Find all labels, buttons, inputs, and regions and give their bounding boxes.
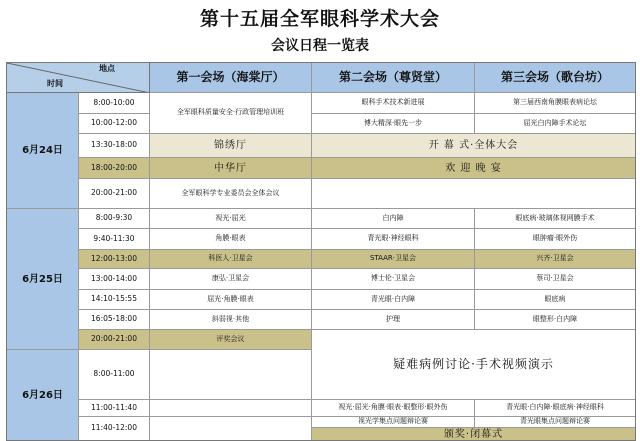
session-cell: 博大精深·眼先一步 [312, 114, 475, 134]
session-cell: 青光眼·白内障 [312, 290, 475, 310]
date-cell: 6月24日 [7, 93, 79, 209]
venue-header-2: 第二会场（尊贤堂） [312, 63, 475, 93]
time-cell: 20:00-21:00 [79, 179, 150, 209]
corner-time-label: 时间 [47, 79, 63, 88]
time-cell: 13:00-14:00 [79, 269, 150, 290]
session-cell: 颁奖·闭幕式 [312, 428, 635, 440]
session-cell: 眼科手术技术新进展 [312, 93, 475, 114]
empty-cell [150, 417, 312, 440]
time-cell: 9:40-11:30 [79, 229, 150, 250]
session-cell: 评奖会议 [150, 330, 312, 350]
session-cell: 眼肿瘤·眼外伤 [475, 229, 635, 250]
time-cell: 8:00-11:00 [79, 350, 150, 400]
session-cell: 白内障 [312, 209, 475, 229]
venue-header-1: 第一会场（海棠厅） [150, 63, 312, 93]
session-cell: 眼底病·玻璃体视网膜手术 [475, 209, 635, 229]
session-cell: 疑难病例讨论·手术视频演示 [312, 330, 635, 400]
time-cell: 14:10-15:55 [79, 290, 150, 310]
session-cell: 屈光·角膜·眼表 [150, 290, 312, 310]
session-cell: 青光眼集点问题辩论赛 [475, 417, 635, 428]
session-cell: 康弘·卫星会 [150, 269, 312, 290]
session-cell: 兴齐·卫星会 [475, 250, 635, 269]
session-cell: 眼底病 [475, 290, 635, 310]
session-cell: 科医人·卫星会 [150, 250, 312, 269]
session-cell: 视光·屈光 [150, 209, 312, 229]
session-cell: 博士伦·卫星会 [312, 269, 475, 290]
session-cell: 第三届西南角膜眼表病论坛 [475, 93, 635, 114]
time-cell: 10:00-12:00 [79, 114, 150, 134]
time-cell: 13:30-18:00 [79, 134, 150, 158]
session-cell: 全军眼科学专业委员会全体会议 [150, 179, 312, 209]
session-cell: 斜弱视·其他 [150, 310, 312, 330]
time-cell: 11:40-12:00 [79, 417, 150, 440]
date-cell: 6月25日 [7, 209, 79, 350]
time-cell: 16:05-18:00 [79, 310, 150, 330]
date-cell: 6月26日 [7, 350, 79, 440]
session-cell: 蔡司·卫星会 [475, 269, 635, 290]
session-cell: STAAR·卫星会 [312, 250, 475, 269]
session-cell: 青光眼·白内障·眼底病·神经眼科 [475, 400, 635, 417]
time-cell: 20:00-21:00 [79, 330, 150, 350]
corner-place-label: 地点 [99, 64, 115, 73]
session-cell: 开 幕 式·全体大会 [312, 134, 635, 158]
session-cell: 视光·屈光·角膜·眼表·眼整形·眼外伤 [312, 400, 475, 417]
empty-cell [150, 350, 312, 400]
page-title: 第十五届全军眼科学术大会 [199, 8, 440, 30]
session-cell: 青光眼·神经眼科 [312, 229, 475, 250]
session-cell: 屈光白内障手术论坛 [475, 114, 635, 134]
schedule-table [6, 62, 636, 441]
session-cell: 中华厅 [150, 158, 312, 179]
time-cell: 18:00-20:00 [79, 158, 150, 179]
session-cell: 视光学集点问题辩论赛 [312, 417, 475, 428]
empty-cell [150, 400, 312, 417]
session-cell: 欢 迎 晚 宴 [312, 158, 635, 179]
time-cell: 8:00-9:30 [79, 209, 150, 229]
corner-cell [7, 63, 150, 93]
time-cell: 8:00-10:00 [79, 93, 150, 114]
time-cell: 12:00-13:00 [79, 250, 150, 269]
session-cell: 全军眼科质量安全·行政管理培训班 [150, 93, 312, 134]
venue-header-3: 第三会场（歌台坊） [475, 63, 635, 93]
session-cell: 角膜·眼表 [150, 229, 312, 250]
empty-cell [312, 179, 635, 209]
session-cell: 锦绣厅 [150, 134, 312, 158]
session-cell: 护理 [312, 310, 475, 330]
time-cell: 11:00-11:40 [79, 400, 150, 417]
corner-diagonal [7, 63, 150, 93]
session-cell: 眼整形·白内障 [475, 310, 635, 330]
page-subtitle: 会议日程一览表 [271, 38, 369, 54]
